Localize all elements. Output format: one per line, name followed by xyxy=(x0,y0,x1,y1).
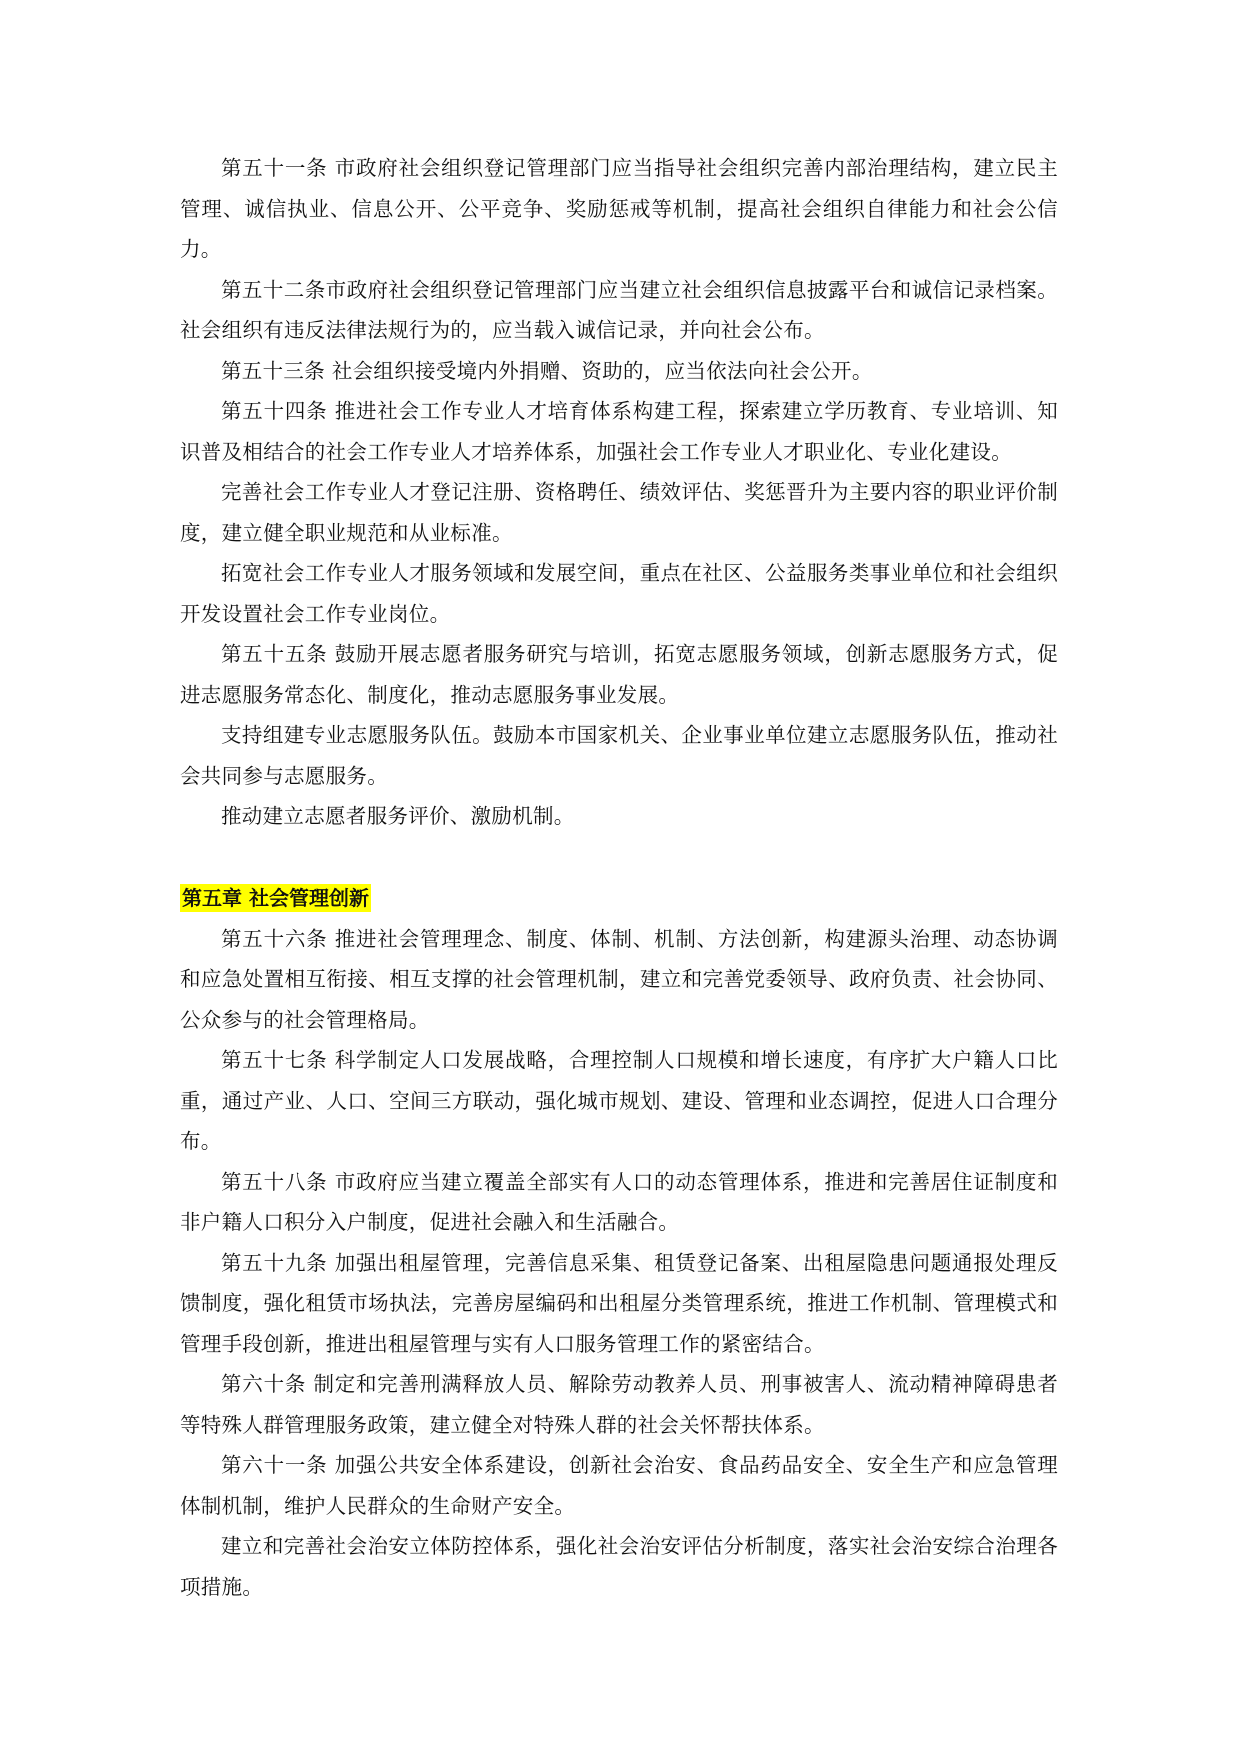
chapter-title-highlight: 第五章 社会管理创新 xyxy=(182,885,369,910)
article-61: 第六十一条 加强公共安全体系建设，创新社会治安、食品药品安全、安全生产和应急管理体制机制，维护人民群众的生命财产安全。 xyxy=(180,1453,1058,1518)
article-51: 第五十一条 市政府社会组织登记管理部门应当指导社会组织完善内部治理结构，建立民主管理、诚信执业、信息公开、公平竞争、奖励惩戒等机制，提高社会组织自律能力和社会公信力。 xyxy=(180,156,1058,261)
article-56: 第五十六条 推进社会管理理念、制度、体制、机制、方法创新，构建源头治理、动态协调和应急处置相互衔接、相互支撑的社会管理机制，建立和完善党委领导、政府负责、社会协同、公众参与的社会管理格局。 xyxy=(180,926,1058,1032)
article-58: 第五十八条 市政府应当建立覆盖全部实有人口的动态管理体系，推进和完善居住证制度和非户籍人口积分入户制度，促进社会融入和生活融合。 xyxy=(180,1169,1058,1234)
article-53: 第五十三条 社会组织接受境内外捐赠、资助的，应当依法向社会公开。 xyxy=(221,358,873,383)
document-page xyxy=(180,148,1058,1607)
article-59: 第五十九条 加强出租屋管理，完善信息采集、租赁登记备案、出租屋隐患问题通报处理反馈制度，强化租赁市场执法，完善房屋编码和出租屋分类管理系统，推进工作机制、管理模式和管理手段创新，推进出租屋管理与实有人口服务管理工作的紧密结合。 xyxy=(180,1250,1058,1356)
article-60: 第六十条 制定和完善刑满释放人员、解除劳动教养人员、刑事被害人、流动精神障碍患者等特殊人群管理服务政策，建立健全对特殊人群的社会关怀帮扶体系。 xyxy=(180,1372,1058,1437)
article-55-para-2: 支持组建专业志愿服务队伍。鼓励本市国家机关、企业事业单位建立志愿服务队伍，推动社会共同参与志愿服务。 xyxy=(180,723,1058,788)
article-55-para-3: 推动建立志愿者服务评价、激励机制。 xyxy=(221,804,575,828)
article-52: 第五十二条市政府社会组织登记管理部门应当建立社会组织信息披露平台和诚信记录档案。社会组织有违反法律法规行为的，应当载入诚信记录，并向社会公布。 xyxy=(180,277,1058,342)
chapter-heading xyxy=(180,881,1058,915)
article-61-para-2: 建立和完善社会治安立体防控体系，强化社会治安评估分析制度，落实社会治安综合治理各项措施。 xyxy=(180,1534,1058,1599)
article-54-para-3: 拓宽社会工作专业人才服务领域和发展空间，重点在社区、公益服务类事业单位和社会组织开发设置社会工作专业岗位。 xyxy=(180,561,1058,626)
section-spacer xyxy=(180,837,1058,881)
article-57: 第五十七条 科学制定人口发展战略，合理控制人口规模和增长速度，有序扩大户籍人口比重，通过产业、人口、空间三方联动，强化城市规划、建设、管理和业态调控，促进人口合理分布。 xyxy=(180,1048,1058,1153)
article-55: 第五十五条 鼓励开展志愿者服务研究与培训，拓宽志愿服务领域，创新志愿服务方式，促进志愿服务常态化、制度化，推动志愿服务事业发展。 xyxy=(180,642,1058,707)
article-54-para-2: 完善社会工作专业人才登记注册、资格聘任、绩效评估、奖惩晋升为主要内容的职业评价制度，建立健全职业规范和从业标准。 xyxy=(180,480,1058,545)
article-54: 第五十四条 推进社会工作专业人才培育体系构建工程，探索建立学历教育、专业培训、知识普及相结合的社会工作专业人才培养体系，加强社会工作专业人才职业化、专业化建设。 xyxy=(180,399,1058,464)
